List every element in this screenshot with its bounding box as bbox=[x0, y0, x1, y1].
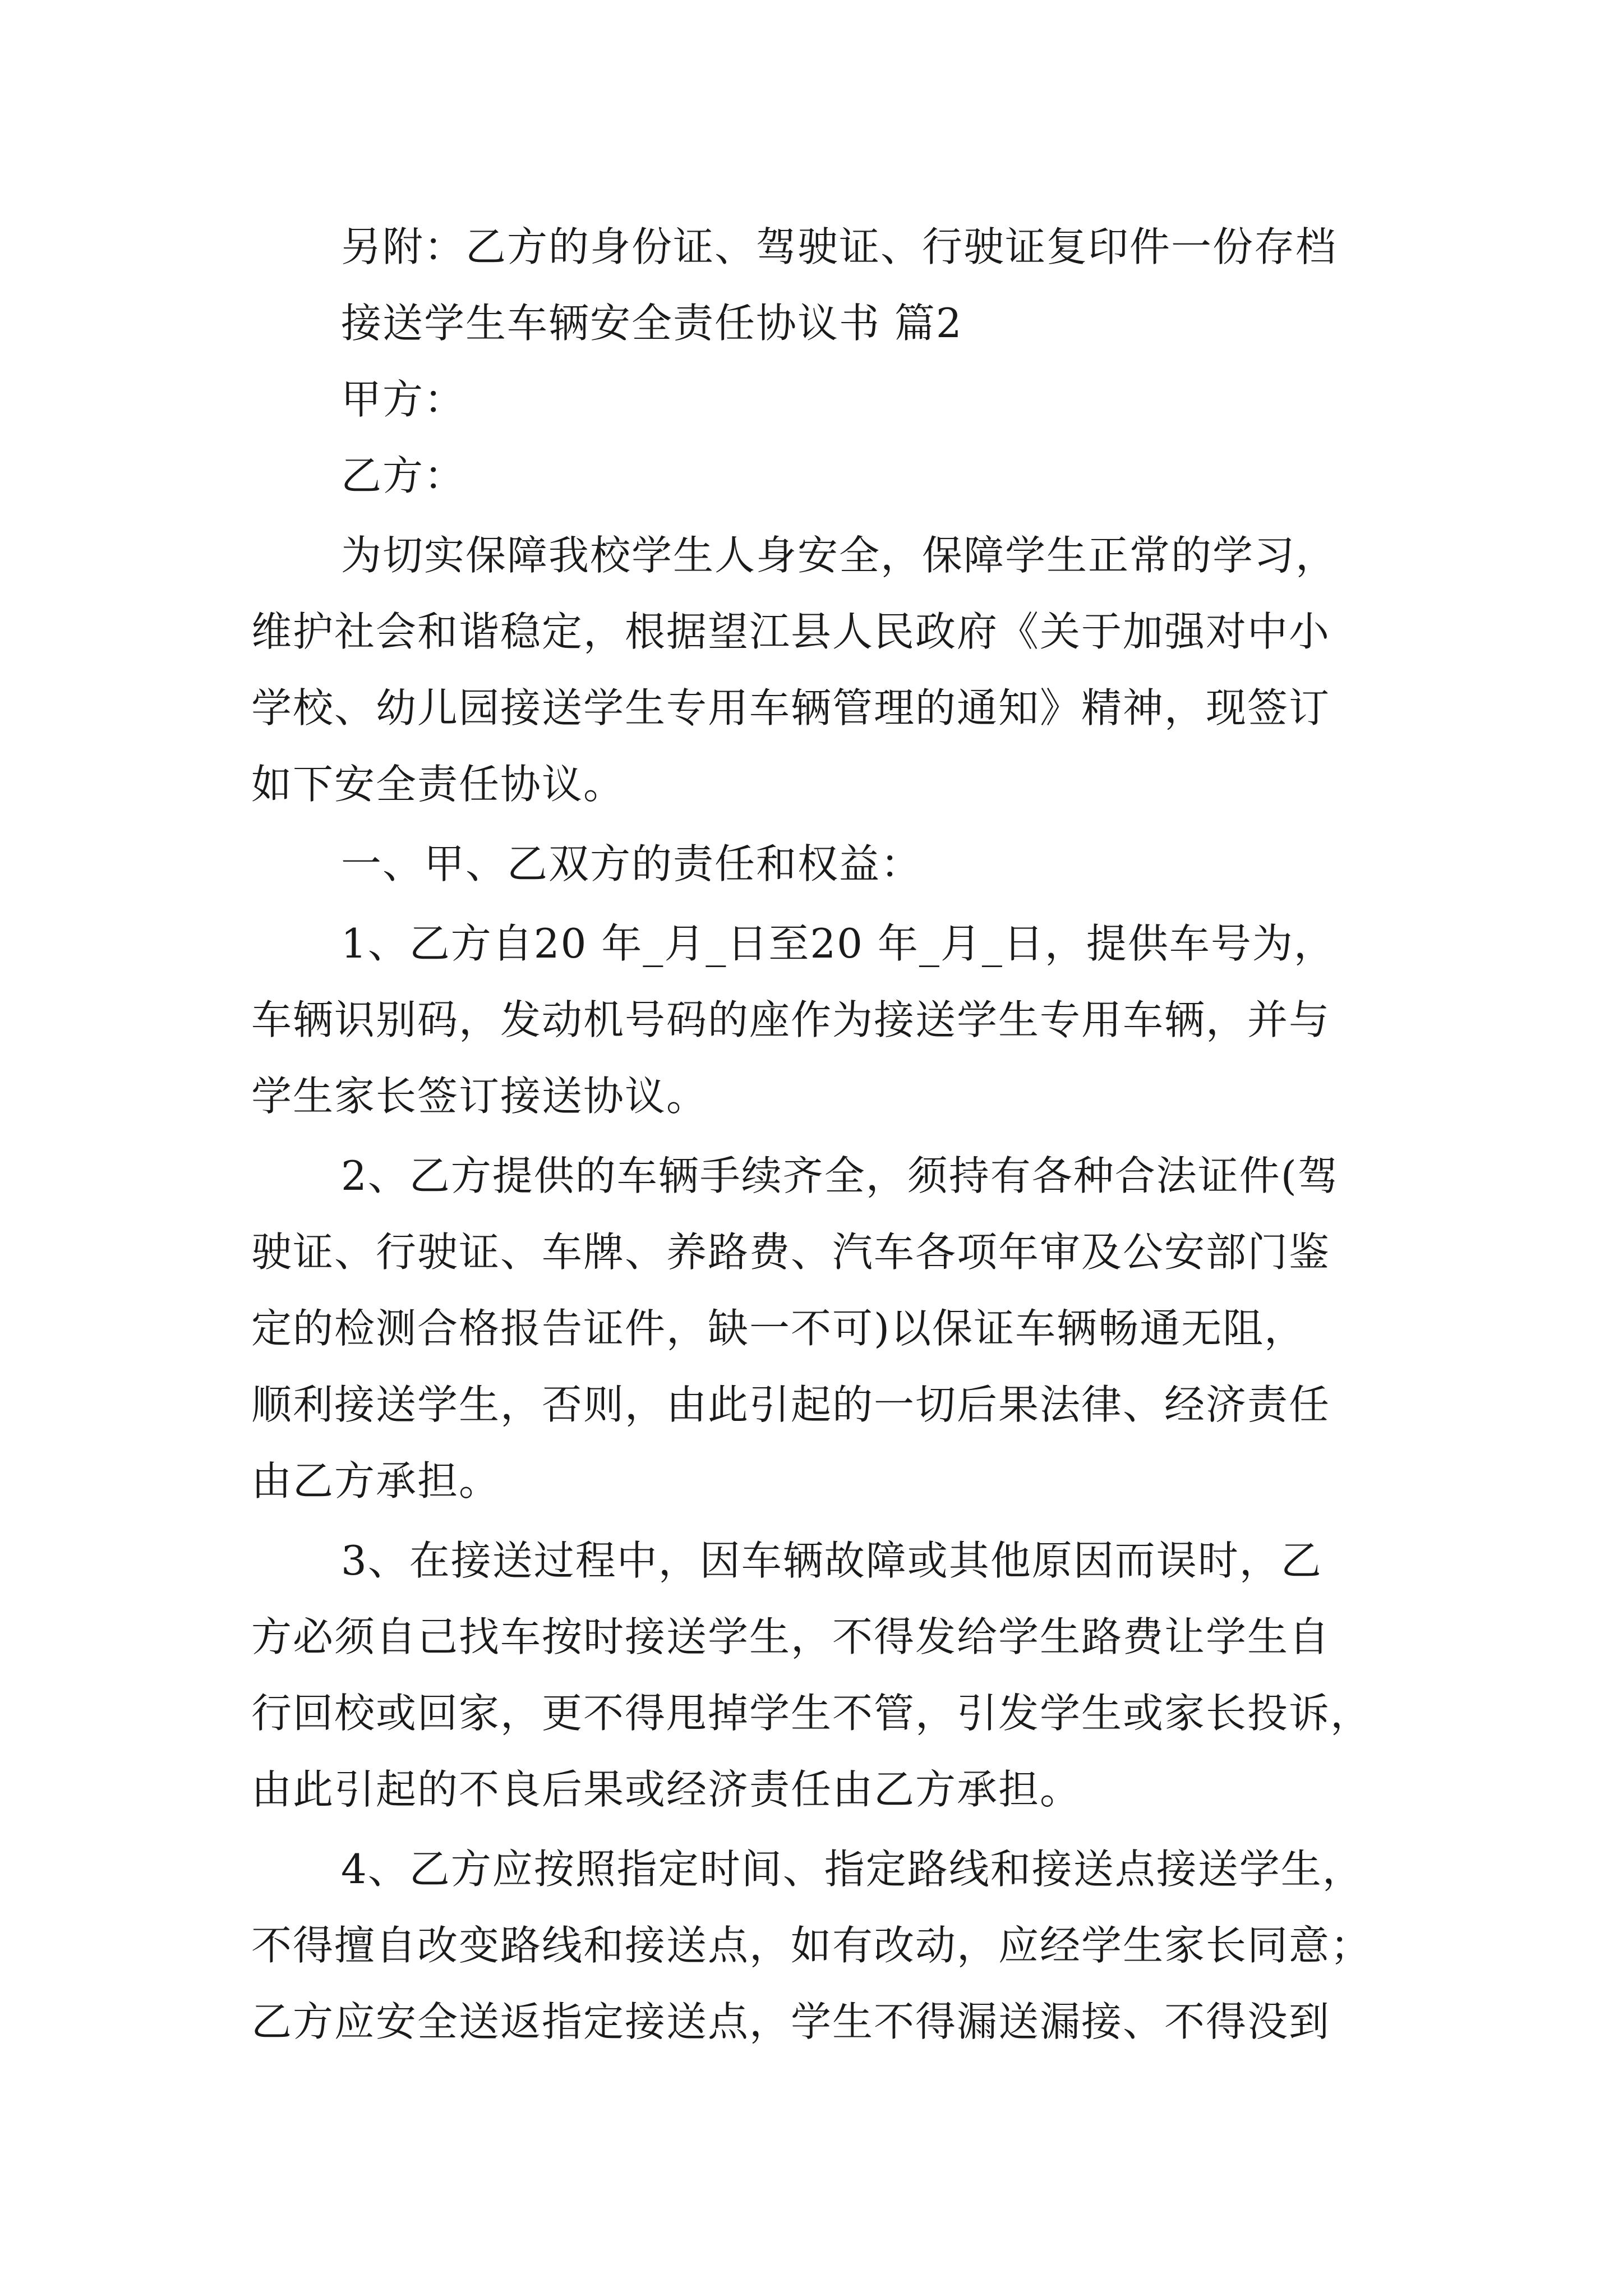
clause-1-line: 车辆识别码，发动机号码的座作为接送学生专用车辆，并与 bbox=[251, 996, 1331, 1043]
intro-paragraph-line: 为切实保障我校学生人身安全，保障学生正常的学习， bbox=[341, 532, 1338, 579]
clause-3-line: 行回校或回家，更不得甩掉学生不管，引发学生或家长投诉， bbox=[251, 1690, 1372, 1737]
clause-4-line: 4、乙方应按照指定时间、指定路线和接送点接送学生， bbox=[341, 1846, 1364, 1893]
party-a-line: 甲方： bbox=[341, 376, 466, 423]
attachment-note: 另附：乙方的身份证、驾驶证、行驶证复印件一份存档 bbox=[341, 223, 1338, 270]
clause-3-line: 由此引起的不良后果或经济责任由乙方承担。 bbox=[251, 1766, 1082, 1813]
clause-3-line: 3、在接送过程中，因车辆故障或其他原因而误时，乙 bbox=[341, 1537, 1322, 1584]
clause-2-line: 顺利接送学生，否则，由此引起的一切后果法律、经济责任 bbox=[251, 1381, 1331, 1428]
intro-paragraph-line: 如下安全责任协议。 bbox=[251, 761, 625, 808]
clause-2-line: 驶证、行驶证、车牌、养路费、汽车各项年审及公安部门鉴 bbox=[251, 1228, 1331, 1276]
clause-4-line: 不得擅自改变路线和接送点，如有改动，应经学生家长同意； bbox=[251, 1922, 1372, 1969]
party-b-line: 乙方： bbox=[341, 452, 466, 499]
document-body bbox=[251, 209, 1384, 2060]
intro-paragraph-line: 学校、幼儿园接送学生专用车辆管理的通知》精神，现签订 bbox=[251, 684, 1331, 731]
clause-2-line: 定的检测合格报告证件，缺一不可)以保证车辆畅通无阻， bbox=[251, 1305, 1306, 1352]
clause-2-line: 由乙方承担。 bbox=[251, 1457, 501, 1504]
clause-3-line: 方必须自己找车按时接送学生，不得发给学生路费让学生自 bbox=[251, 1613, 1331, 1660]
intro-paragraph-line: 维护社会和谐稳定，根据望江县人民政府《关于加强对中小 bbox=[251, 608, 1331, 655]
clause-heading: 一、甲、乙双方的责任和权益： bbox=[341, 840, 923, 887]
section-title: 接送学生车辆安全责任协议书 篇2 bbox=[341, 300, 963, 347]
clause-1-line: 1、乙方自20 年_月_日至20 年_月_日，提供车号为， bbox=[341, 920, 1335, 967]
clause-4-line: 乙方应安全送返指定接送点，学生不得漏送漏接、不得没到 bbox=[251, 1998, 1331, 2045]
clause-2-line: 2、乙方提供的车辆手续齐全，须持有各种合法证件(驾 bbox=[341, 1152, 1339, 1199]
clause-1-line: 学生家长签订接送协议。 bbox=[251, 1073, 708, 1120]
